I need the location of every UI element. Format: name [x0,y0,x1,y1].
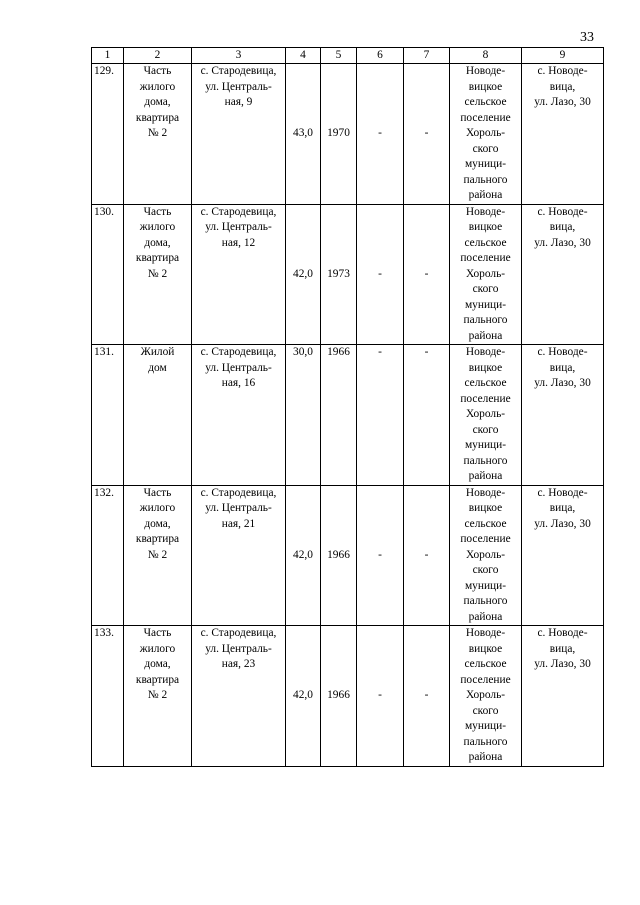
header-col-2: 2 [124,48,192,64]
object-col7-text: - [424,689,429,701]
object-col7-text: - [424,346,429,358]
header-col-8: 8 [450,48,522,64]
row-number [92,64,124,205]
object-address [192,204,286,345]
object-address [192,345,286,486]
object-year-text: 1970 [327,127,350,139]
object-year [321,345,357,486]
object-year-text: 1966 [327,346,350,358]
table-row [92,345,604,486]
object-name-text: Часть жилого дома, квартира № 2 [135,205,180,280]
header-col-3: 3 [192,48,286,64]
row-number [92,485,124,626]
header-col-4: 4 [286,48,321,64]
object-name [124,345,192,486]
object-year [321,64,357,205]
object-name [124,626,192,767]
object-name [124,485,192,626]
object-col6-text: - [378,548,382,561]
object-owner-text: Новоде- вицкое сельское поселение Хороль- ского муници- пального района [460,627,511,763]
header-row [92,48,604,64]
object-owner [450,204,522,345]
object-owner [450,345,522,486]
object-holder-text: с. Новоде- вица, ул. Лазо, 30 [534,486,591,530]
object-col6 [357,64,404,205]
object-holder [522,204,604,345]
object-year [321,204,357,345]
page-number: 33 [580,30,594,45]
table-row [92,626,604,767]
object-owner [450,485,522,626]
object-col7-text: - [424,127,429,139]
row-number [92,204,124,345]
object-year [321,485,357,626]
object-address [192,485,286,626]
object-area-text: 42,0 [293,267,313,280]
object-col6 [357,204,404,345]
table-row [92,485,604,626]
header-col-6: 6 [357,48,404,64]
property-registry-table [91,47,604,767]
object-area [286,485,321,626]
object-owner-text: Новоде- вицкое сельское поселение Хороль- ского муници- пального района [460,65,511,201]
table-header [92,48,604,64]
object-year-text: 1973 [327,267,350,280]
object-area [286,64,321,205]
object-name-text: Часть жилого дома, квартира № 2 [135,627,180,701]
table-row [92,204,604,345]
table-row [92,64,604,205]
header-col-5: 5 [321,48,357,64]
row-number-text: 132. [94,486,114,499]
object-col7 [404,485,450,626]
object-address-text: с. Стародевица, ул. Централь- ная, 9 [200,65,277,108]
object-owner-text: Новоде- вицкое сельское поселение Хороль- ского муници- пального района [460,205,511,342]
object-year-text: 1966 [327,548,350,561]
object-col6-text: - [378,127,382,139]
row-number-text: 129. [94,65,114,77]
header-col-1: 1 [92,48,124,64]
table-body [92,64,604,767]
object-owner-text: Новоде- вицкое сельское поселение Хороль- ского муници- пального района [460,346,511,482]
object-col7-text: - [424,267,429,280]
object-area-text: 42,0 [293,548,313,561]
object-holder [522,64,604,205]
object-area [286,204,321,345]
object-address-text: с. Стародевица, ул. Централь- ная, 16 [200,346,277,389]
object-owner [450,64,522,205]
object-name-text: Часть жилого дома, квартира № 2 [135,65,180,139]
object-name-text: Часть жилого дома, квартира № 2 [135,486,180,561]
object-area [286,626,321,767]
object-holder [522,345,604,486]
object-year-text: 1966 [327,689,350,701]
object-name [124,64,192,205]
object-area-text: 43,0 [293,127,313,139]
object-col6-text: - [378,267,382,280]
object-area [286,345,321,486]
object-address [192,626,286,767]
row-number-text: 133. [94,627,114,639]
object-col6-text: - [378,689,382,701]
row-number [92,626,124,767]
object-holder-text: с. Новоде- вица, ул. Лазо, 30 [534,346,591,389]
object-name [124,204,192,345]
object-col6 [357,626,404,767]
object-address-text: с. Стародевица, ул. Централь- ная, 21 [200,486,277,530]
row-number-text: 131. [94,346,114,358]
object-col7 [404,626,450,767]
object-col7 [404,345,450,486]
object-name-text: Жилой дом [140,346,175,374]
object-holder-text: с. Новоде- вица, ул. Лазо, 30 [534,65,591,108]
object-owner-text: Новоде- вицкое сельское поселение Хороль- ского муници- пального района [460,486,511,623]
object-owner [450,626,522,767]
object-col6 [357,345,404,486]
object-holder-text: с. Новоде- вица, ул. Лазо, 30 [534,205,591,249]
row-number-text: 130. [94,205,114,218]
object-address [192,64,286,205]
object-col7 [404,204,450,345]
object-year [321,626,357,767]
object-area-text: 42,0 [293,689,313,701]
object-holder [522,485,604,626]
header-col-7: 7 [404,48,450,64]
object-col6-text: - [378,346,382,358]
object-address-text: с. Стародевица, ул. Централь- ная, 12 [200,205,277,249]
object-col6 [357,485,404,626]
object-holder-text: с. Новоде- вица, ул. Лазо, 30 [534,627,591,670]
header-col-9: 9 [522,48,604,64]
row-number [92,345,124,486]
object-holder [522,626,604,767]
object-col7-text: - [424,548,429,561]
object-address-text: с. Стародевица, ул. Централь- ная, 23 [200,627,277,670]
object-col7 [404,64,450,205]
object-area-text: 30,0 [293,346,313,358]
